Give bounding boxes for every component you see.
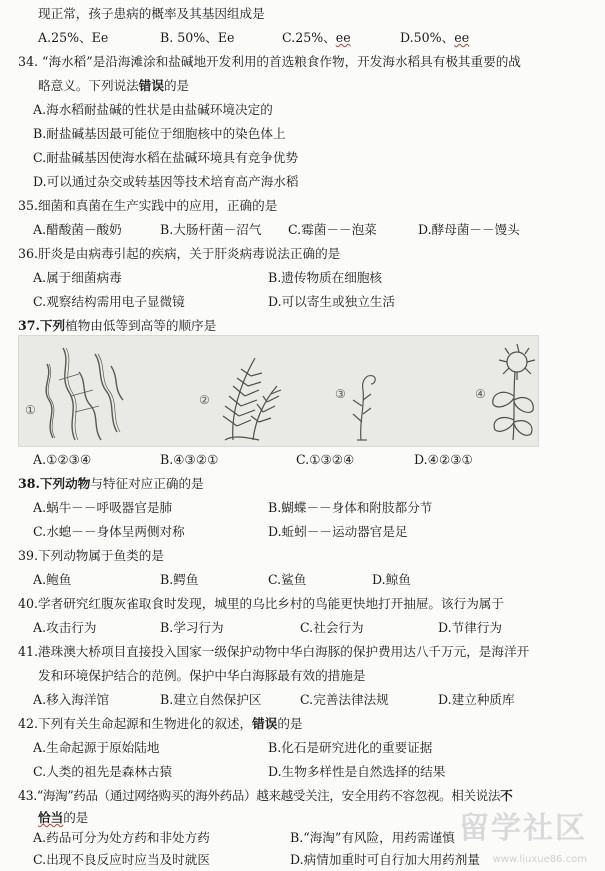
- q38-stem-emphasis: 38.下列动物: [18, 476, 91, 491]
- q40-option-b: B.学习行为: [160, 620, 224, 635]
- q42-option-d: D.生物多样性是自然选择的结果: [268, 764, 446, 779]
- q34-stem-emphasis: 错误: [138, 78, 164, 93]
- q33-stem-tail: 现正常，孩子患病的概率及其基因组成是: [38, 6, 265, 21]
- q38-stem: [18, 474, 204, 494]
- q43-stem-line1: [18, 786, 512, 806]
- q39-option-a: A.鲍鱼: [33, 572, 72, 587]
- q33-option-b: B. 50%、Ee: [160, 30, 235, 45]
- algae-illustration: [46, 348, 123, 440]
- q40-stem: 40.学者研究红腹灰雀取食时发现，城里的乌比乡村的鸟能更快地打开抽屉。该行为属于: [18, 596, 504, 611]
- q38-option-c: C.水螅－－身体呈两侧对称: [33, 524, 185, 539]
- q34-option-b: B.耐盐碱基因最可能位于细胞核中的染色体上: [33, 126, 286, 141]
- q43-stem-emphasis-1: 不: [500, 788, 513, 803]
- figure-label-3: ③: [335, 387, 346, 401]
- q40-option-a: A.攻击行为: [33, 620, 97, 635]
- figure-label-4: ④: [475, 387, 486, 401]
- plant-figure: [18, 335, 539, 447]
- q38-option-d: D.蚯蚓－－运动器官是足: [268, 524, 408, 539]
- q41-stem-line1: 41.港珠澳大桥项目直接投入国家一级保护动物中华白海豚的保护费用达八千万元，是海洋开: [18, 644, 530, 659]
- q42-stem-pre: 42.下列有关生命起源和生物进化的叙述，: [18, 716, 253, 731]
- q41-stem-line2: 发和环境保护结合的范例。保护中华白海豚最有效的措施是: [38, 668, 366, 683]
- q43-stem-line2: [38, 808, 88, 828]
- figure-label-2: ②: [199, 393, 210, 407]
- q37-option-a: A.①②③④: [33, 452, 92, 467]
- q41-option-b: B.建立自然保护区: [160, 692, 262, 707]
- q35-option-c: C.霉菌－－泡菜: [288, 222, 377, 237]
- q41-option-a: A.移入海洋馆: [33, 692, 110, 707]
- watermark-url: www.liuxue86.com: [492, 854, 587, 865]
- q33-option-a: A.25%、Ee: [38, 30, 109, 45]
- q36-option-a: A.属于细菌病毒: [33, 270, 122, 285]
- q37-option-b: B.④③②①: [160, 452, 219, 467]
- q40-option-c: C.社会行为: [300, 620, 364, 635]
- q42-option-c: C.人类的祖先是森林古猿: [33, 764, 173, 779]
- q43-option-d: D.病情加重时可自行加大用药剂量: [290, 852, 480, 867]
- q34-stem-post: 的是: [163, 78, 190, 93]
- q37-stem-rest: 植物由低等到高等的顺序是: [65, 318, 217, 333]
- moss-illustration: [335, 376, 375, 440]
- q34-stem-line2: [38, 76, 189, 96]
- q37-option-d: D.④②③①: [414, 452, 473, 467]
- q43-stem-pre: 43.“海淘”药品（通过网络购买的海外药品）越来越受关注，安全用药不容忽视。相关说法: [18, 788, 501, 803]
- q34-option-a: A.海水稻耐盐碱的性状是由盐碱环境决定的: [33, 102, 273, 117]
- q33-option-d: D.50%、ee: [400, 30, 470, 45]
- q35-option-a: A.醋酸菌－酸奶: [33, 222, 122, 237]
- genotype-ee: ee: [454, 30, 470, 45]
- q35-option-d: D.酵母菌－－馒头: [418, 222, 520, 237]
- q34-stem-line1: 34. “海水稻”是沿海滩涂和盐碱地开发利用的首选粮食作物，开发海水稻具有极其重要的战: [18, 54, 521, 69]
- plant-figure-drawing: [19, 336, 538, 446]
- fern-illustration: [199, 358, 281, 440]
- q36-option-c: C.观察结构需用电子显微镜: [33, 294, 185, 309]
- sunflower-illustration: [475, 344, 535, 440]
- q41-option-c: C.完善法律法规: [300, 692, 389, 707]
- q38-option-a: A.蜗牛－－呼吸器官是肺: [33, 500, 173, 515]
- watermark-logo: 留学社区: [459, 811, 587, 846]
- q43-option-c: C.出现不良反应时应当及时就医: [33, 852, 210, 867]
- q42-stem-post: 的是: [277, 716, 303, 731]
- q43-option-b: B.“海淘”有风险，用药需谨慎: [290, 830, 455, 845]
- q38-option-b: B.蝴蝶－－身体和附肢都分节: [268, 500, 433, 515]
- q34-option-c: C.耐盐碱基因使海水稻在盐碱环境具有竞争优势: [33, 150, 299, 165]
- figure-label-1: ①: [25, 403, 36, 417]
- q43-option-a: A.药品可分为处方药和非处方药: [33, 830, 210, 845]
- q34-option-d: D.可以通过杂交或转基因等技术培育高产海水稻: [33, 174, 299, 189]
- q42-stem: [18, 714, 303, 734]
- q42-stem-emphasis: 错误: [252, 716, 278, 731]
- q36-stem: 36.肝炎是由病毒引起的疾病，关于肝炎病毒说法正确的是: [18, 246, 341, 261]
- q37-stem: [18, 316, 216, 336]
- q34-stem-pre: 略意义。下列说法: [38, 78, 139, 93]
- q39-option-c: C.鲨鱼: [268, 572, 307, 587]
- q37-option-c: C.①③②④: [296, 452, 355, 467]
- q42-option-a: A.生命起源于原始陆地: [33, 740, 160, 755]
- q39-option-b: B.鳄鱼: [160, 572, 199, 587]
- q39-option-d: D.鲸鱼: [372, 572, 411, 587]
- q43-stem-emphasis-2: 恰当: [38, 810, 64, 825]
- q35-option-b: B.大肠杆菌－沼气: [160, 222, 262, 237]
- genotype-ee: ee: [335, 30, 351, 45]
- q42-option-b: B.化石是研究进化的重要证据: [268, 740, 433, 755]
- q36-option-d: D.可以寄生或独立生活: [268, 294, 395, 309]
- q37-stem-emphasis: 37.下列: [18, 318, 66, 333]
- q35-stem: 35.细菌和真菌在生产实践中的应用，正确的是: [18, 198, 278, 213]
- q40-option-d: D.节律行为: [438, 620, 503, 635]
- q43-stem-post: 的是: [63, 810, 89, 825]
- q33-option-c: C.25%、ee: [282, 30, 351, 45]
- q38-stem-rest: 与特征对应正确的是: [90, 476, 204, 491]
- q39-stem: 39.下列动物属于鱼类的是: [18, 548, 164, 563]
- q36-option-b: B.遗传物质在细胞核: [268, 270, 383, 285]
- q41-option-d: D.建立种质库: [438, 692, 515, 707]
